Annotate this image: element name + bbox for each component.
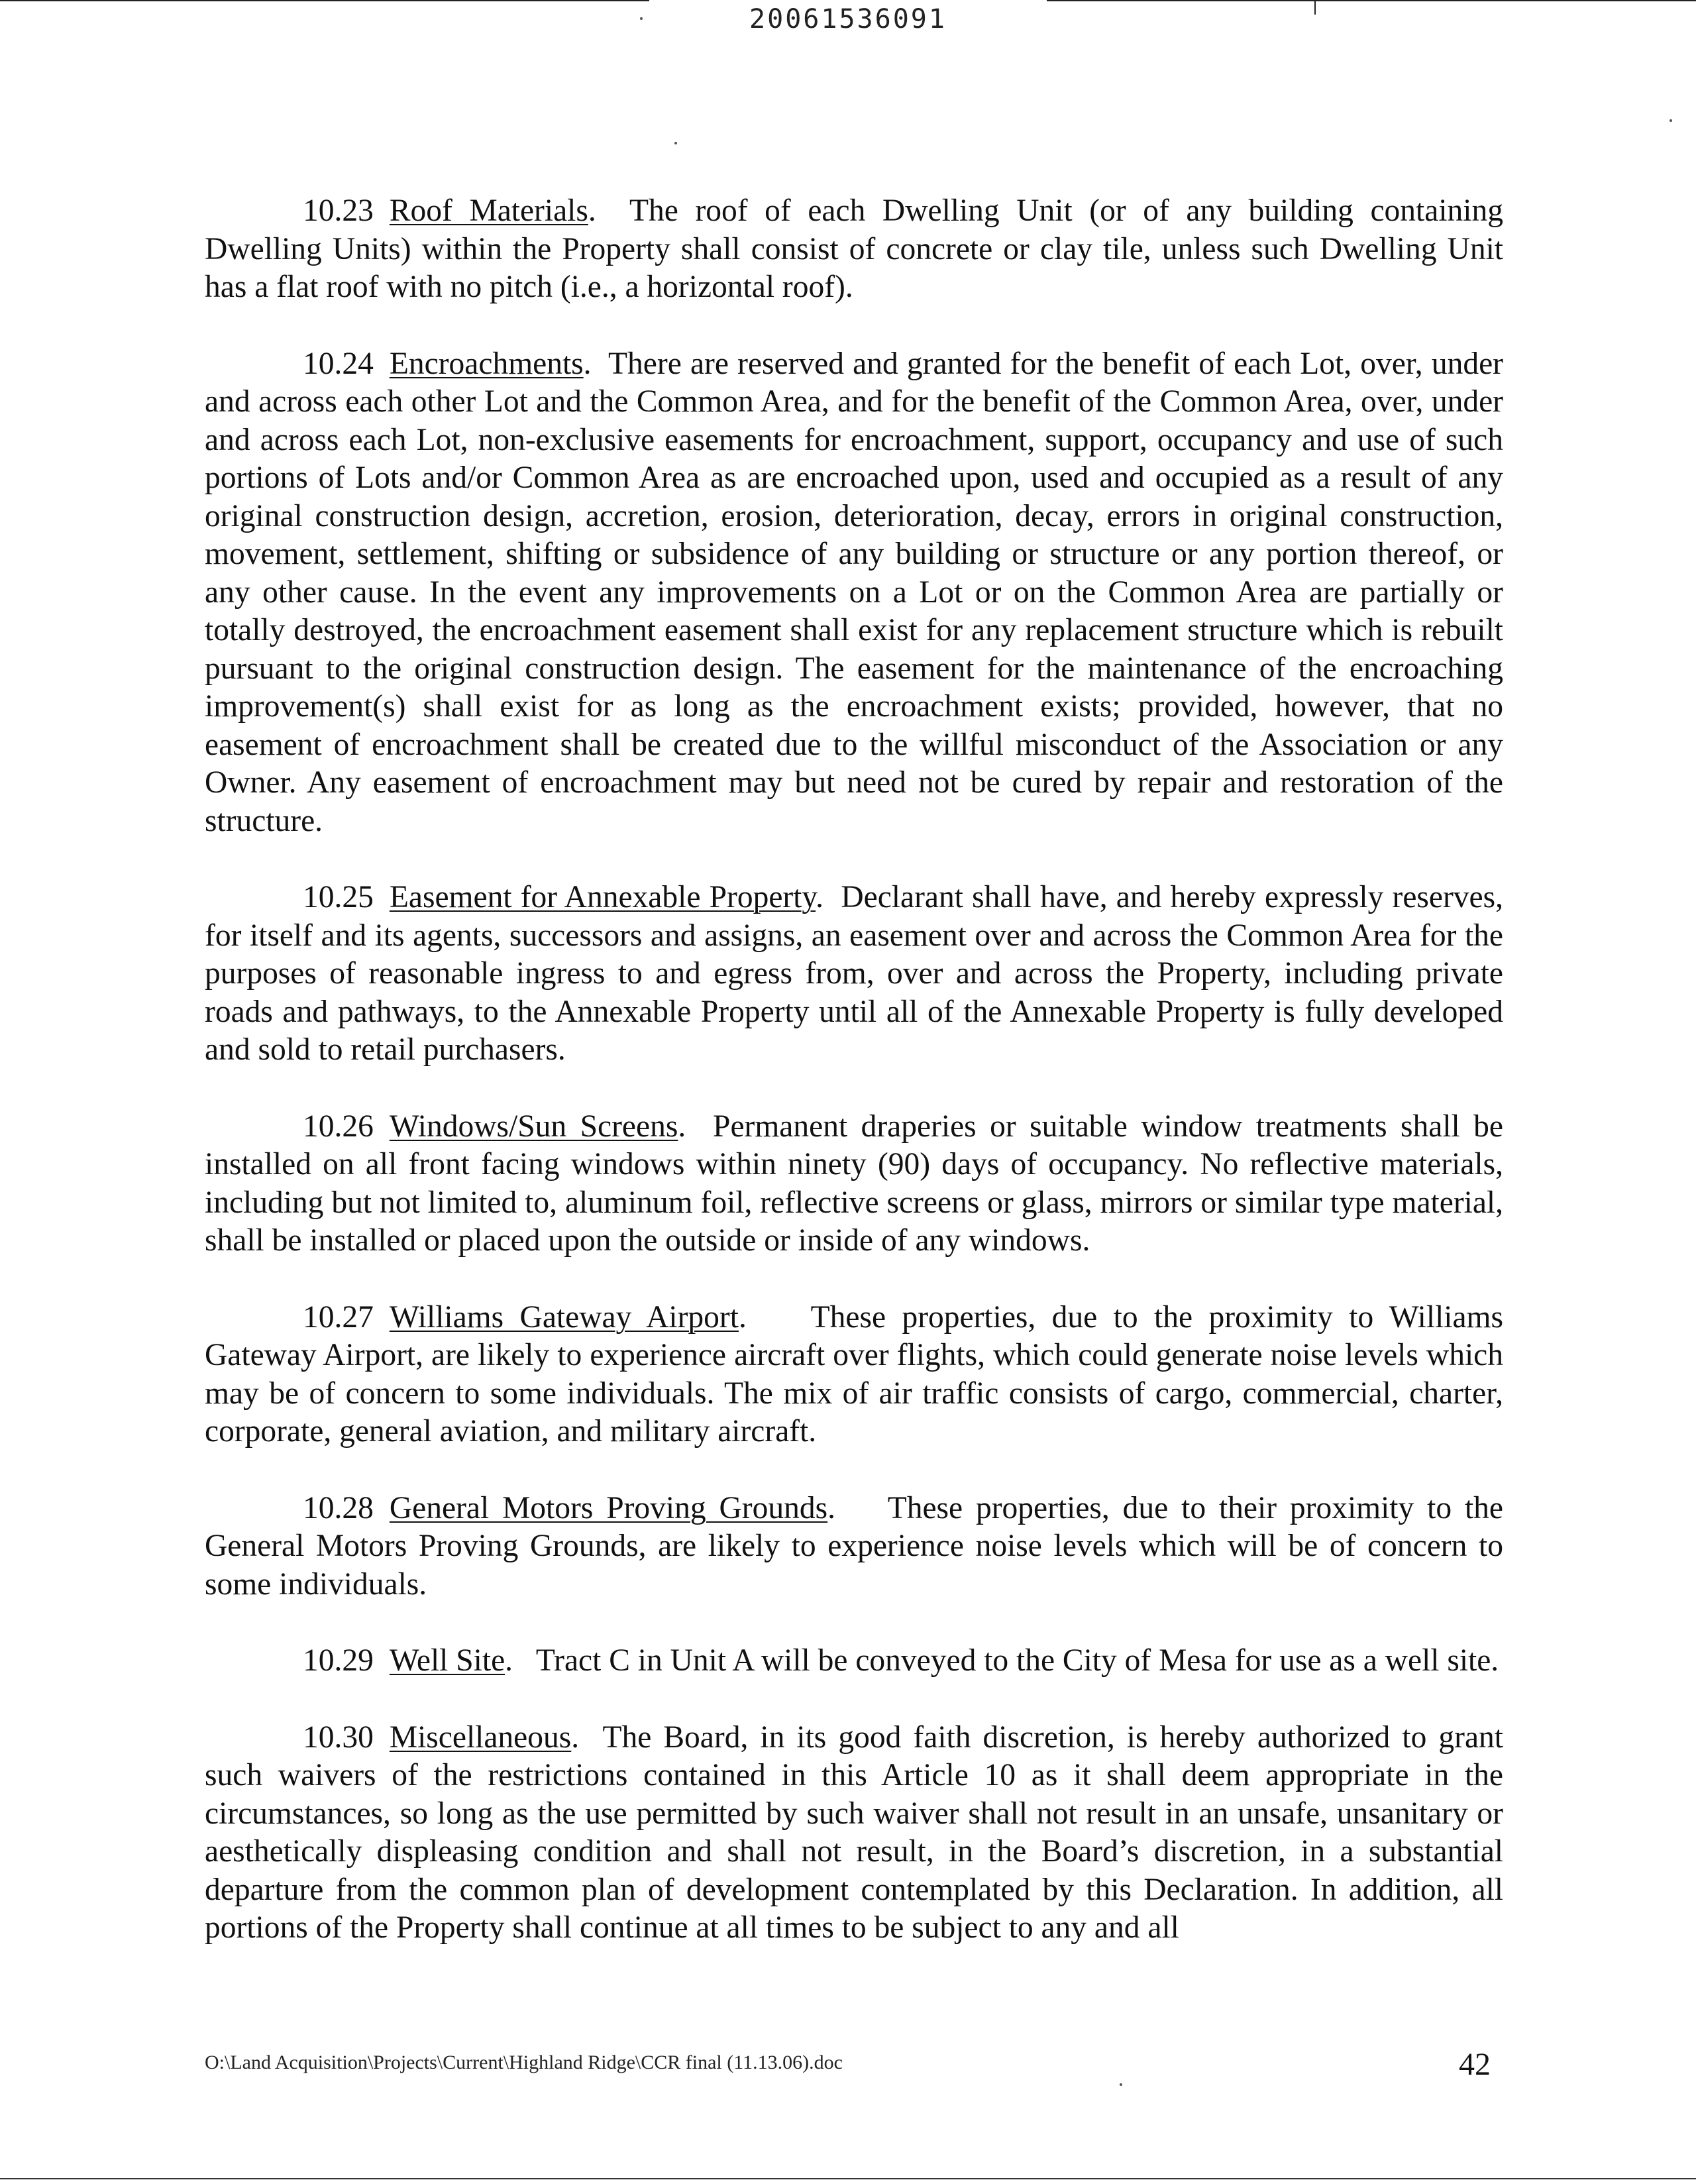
section-number: 10.23: [303, 193, 374, 228]
section-10-24: 10.24 Encroachments. There are reserved and granted for the benefit of each Lot, over, under and across each other Lot and the Common Area, and for the benefit of the Common Area, over, under and across each Lot, non-exclusive easements for encroachment, support, occupancy and use of such portions of Lots and/or Common Area as are encroached upon, used and occupied as a result of any original construction design, accretion, erosion, deterioration, decay, errors in original construction, movement, settlement, shifting or subsidence of any building or structure or any portion thereof, or any other cause. In the event any improvements on a Lot or on the Common Area are partially or totally destroyed, the encroachment easement shall exist for any replacement structure which is rebuilt pursuant to the original construction design. The easement for the maintenance of the encroaching improvement(s) shall exist for as long as the encroachment exists; provided, however, that no easement of encroachment shall be created due to the willful misconduct of the Association or any Owner. Any easement of encroachment may but need not be cured by repair and restoration of the structure.: [205, 346, 1503, 838]
section-number: 10.28: [303, 1490, 374, 1525]
recording-number: 20061536091: [749, 4, 947, 34]
section-number: 10.24: [303, 346, 374, 381]
scan-speck: [674, 142, 677, 144]
section-number: 10.29: [303, 1643, 374, 1678]
scan-speck: [1120, 2083, 1122, 2086]
section-heading: General Motors Proving Grounds: [389, 1490, 828, 1525]
top-border-rule-right: [1047, 0, 1696, 1]
section-number: 10.26: [303, 1109, 374, 1144]
section-text: Declarant shall have, and hereby expressly reserves, for itself and its agents, successors and assigns, an easement over and across the Common Area for the purposes of reasonable ingress to and egress from, over and across the Property, including private roads and pathways, to the Annexable Property until all of the Annexable Property is fully developed and sold to retail purchasers.: [205, 880, 1504, 1067]
section-heading: Williams Gateway Airport: [389, 1299, 739, 1335]
section-10-27: 10.27 Williams Gateway Airport. These properties, due to the proximity to Williams Gateway Airport, are likely to experience aircraft over flights, which could generate noise levels which may be of concern to some individuals. The mix of air traffic consists of cargo, commercial, charter, corporate, general aviation, and military aircraft.: [205, 1299, 1503, 1448]
section-10-30: 10.30 Miscellaneous. The Board, in its good faith discretion, is hereby authorized to grant such waivers of the restrictions contained in this Article 10 as it shall deem appropriate in the circumstances, so long as the use permitted by such waiver shall not result in an unsafe, unsanitary or aesthetically displeasing condition and shall not result, in the Board’s discretion, in a substantial departure from the common plan of development contemplated by this Declaration. In addition, all portions of the Property shall continue at all times to be subject to any and all: [205, 1720, 1503, 1945]
document-body: [205, 192, 1503, 1986]
section-heading: Encroachments: [389, 346, 584, 381]
section-text: Permanent draperies or suitable window treatments shall be installed on all front facing windows within ninety (90) days of occupancy. No reflective materials, including but not limited to, aluminum foil, reflective screens or glass, mirrors or similar type material, shall be installed or placed upon the outside or inside of any windows.: [205, 1109, 1503, 1258]
section-10-29: 10.29 Well Site. Tract C in Unit A will be conveyed to the City of Mesa for use as a well site.: [303, 1643, 1499, 1678]
section-heading: Windows/Sun Screens: [389, 1109, 678, 1144]
section-text: These properties, due to their proximity to the General Motors Proving Grounds, are likely to experience noise levels which will be of concern to some individuals.: [205, 1490, 1503, 1602]
page-number: 42: [1459, 2047, 1491, 2082]
top-border-rule-left: [0, 0, 649, 1]
section-10-28: 10.28 General Motors Proving Grounds. These properties, due to their proximity to the General Motors Proving Grounds, are likely to experience noise levels which will be of concern to some individuals.: [205, 1490, 1503, 1602]
bottom-border-rule: [0, 2178, 1696, 2179]
scan-speck: [640, 17, 643, 20]
section-heading: Easement for Annexable Property: [389, 880, 816, 914]
section-10-25: 10.25 Easement for Annexable Property. Declarant shall have, and hereby expressly reserves, for itself and its agents, successors and assigns, an easement over and across the Common Area for the purposes of reasonable ingress to and egress from, over and across the Property, including private roads and pathways, to the Annexable Property until all of the Annexable Property is fully developed and sold to retail purchasers.: [205, 880, 1504, 1067]
section-number: 10.30: [303, 1720, 374, 1755]
section-10-23: 10.23 Roof Materials. The roof of each Dwelling Unit (or of any building containing Dwelling Units) within the Property shall consist of concrete or clay tile, unless such Dwelling Unit has a flat roof with no pitch (i.e., a horizontal roof).: [205, 193, 1503, 304]
section-10-26: 10.26 Windows/Sun Screens. Permanent draperies or suitable window treatments shall be installed on all front facing windows within ninety (90) days of occupancy. No reflective materials, including but not limited to, aluminum foil, reflective screens or glass, mirrors or similar type material, shall be installed or placed upon the outside or inside of any windows.: [205, 1109, 1503, 1258]
section-heading: Roof Materials: [389, 193, 588, 228]
section-text: There are reserved and granted for the benefit of each Lot, over, under and across each other Lot and the Common Area, and for the benefit of the Common Area, over, under and across each Lot, non-exclusive easements for encroachment, support, occupancy and use of such portions of Lots and/or Common Area as are encroached upon, used and occupied as a result of any original construction design, accretion, erosion, deterioration, decay, errors in original construction, movement, settlement, shifting or subsidence of any building or structure or any portion thereof, or any other cause. In the event any improvements on a Lot or on the Common Area are partially or totally destroyed, the encroachment easement shall exist for any replacement structure which is rebuilt pursuant to the original construction design. The easement for the maintenance of the encroaching improvement(s) shall exist for as long as the encroachment exists; provided, however, that no easement of encroachment shall be created due to the willful misconduct of the Association or any Owner. Any easement of encroachment may but need not be cured by repair and restoration of the structure.: [205, 346, 1503, 838]
section-heading: Well Site: [389, 1643, 505, 1678]
section-text: These properties, due to the proximity to Williams Gateway Airport, are likely to experience aircraft over flights, which could generate noise levels which may be of concern to some individuals. The mix of air traffic consists of cargo, commercial, charter, corporate, general aviation, and military aircraft.: [205, 1299, 1503, 1448]
section-number: 10.27: [303, 1299, 374, 1335]
section-heading: Miscellaneous: [389, 1720, 572, 1755]
footer-file-path: O:\Land Acquisition\Projects\Current\Highland Ridge\CCR final (11.13.06).doc: [205, 2051, 843, 2073]
section-number: 10.25: [303, 880, 374, 914]
section-text: Tract C in Unit A will be conveyed to the City of Mesa for use as a well site.: [535, 1643, 1499, 1678]
scan-speck: [1670, 119, 1672, 122]
section-text: The Board, in its good faith discretion, is hereby authorized to grant such waivers of the restrictions contained in this Article 10 as it shall deem appropriate in the circumstances, so long as the use permitted by such waiver shall not result in an unsafe, unsanitary or aesthetically displeasing condition and shall not result, in the Board’s discretion, in a substantial departure from the common plan of development contemplated by this Declaration. In addition, all portions of the Property shall continue at all times to be subject to any and all: [205, 1720, 1503, 1945]
section-text: The roof of each Dwelling Unit (or of any building containing Dwelling Units) within the Property shall consist of concrete or clay tile, unless such Dwelling Unit has a flat roof with no pitch (i.e., a horizontal roof).: [205, 193, 1503, 304]
